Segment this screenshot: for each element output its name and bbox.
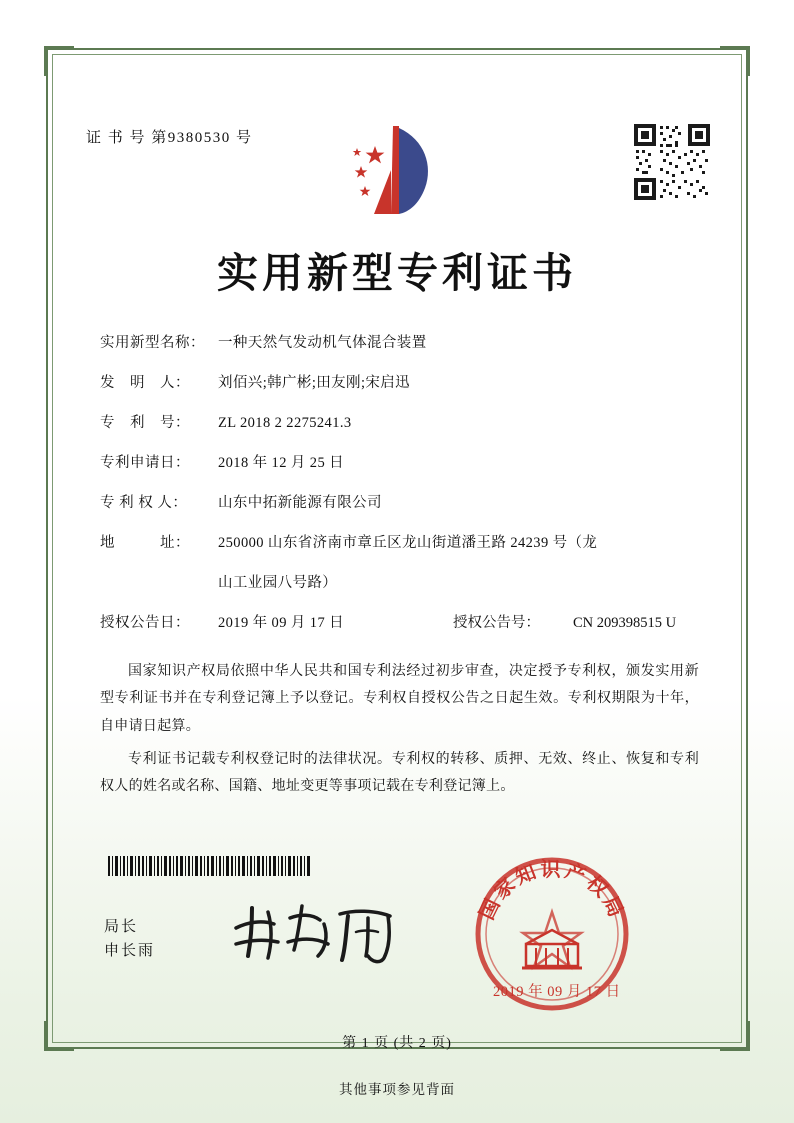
field-value: ZL 2018 2 2275241.3: [218, 415, 352, 432]
field-utility-model-name: [100, 330, 699, 358]
page-number: 第 1 页 (共 2 页): [342, 1036, 452, 1051]
field-value-grant-date: 2019 年 09 月 17 日: [218, 614, 345, 631]
barcode-icon: [108, 856, 313, 876]
corner-ornament-top-right: [720, 46, 750, 76]
handwritten-signature: [228, 898, 418, 968]
field-value: 250000 山东省济南市章丘区龙山街道潘王路 24239 号（龙: [218, 535, 598, 552]
legal-paragraph-2: 专利证书记载专利权登记时的法律状况。专利权的转移、质押、无效、终止、恢复和专利权人的姓名或名称、国籍、地址变更等事项记载在专利登记簿上。: [100, 751, 699, 795]
field-label: 实用新型名称：: [100, 335, 205, 351]
certificate-fields: [100, 330, 699, 650]
field-value: 山东中拓新能源有限公司: [218, 495, 382, 512]
legal-paragraph-1: 国家知识产权局依照中华人民共和国专利法经过初步审查，决定授予专利权，颁发实用新型专利证书并在专利登记簿上予以登记。专利权自授权公告之日起生效。专利权期限为十年，自申请日起算。: [100, 664, 699, 734]
director-name: 申长雨: [104, 943, 156, 959]
page-title: 实用新型专利证书: [217, 249, 577, 297]
field-label: 发 明 人：: [100, 375, 190, 392]
legal-body-text: [100, 658, 699, 806]
field-application-date: [100, 450, 699, 478]
field-value: 一种天然气发动机气体混合装置: [218, 335, 427, 351]
field-address-line2: 山工业园八号路）: [218, 575, 338, 592]
cnipa-logo-icon: [341, 118, 451, 223]
footer-note: 其他事项参见背面: [339, 1082, 455, 1097]
field-label: 专利申请日：: [100, 455, 190, 472]
field-patent-number: [100, 410, 699, 438]
corner-ornament-top-left: [44, 46, 74, 76]
seal-date: 2019 年 09 月 17 日: [493, 984, 621, 1000]
field-value-grant-number: CN 209398515 U: [573, 614, 677, 631]
svg-text:国家知识产权局: 国家知识产权局: [474, 857, 630, 924]
field-value: 刘佰兴;韩广彬;田友刚;宋启迅: [218, 375, 411, 392]
field-label-grant-number: 授权公告号：: [453, 614, 540, 631]
field-inventors: [100, 370, 699, 398]
field-label: 专 利 权 人：: [100, 495, 188, 512]
certificate-number: 证 书 号 第9380530 号: [86, 130, 253, 146]
field-address: [100, 530, 699, 558]
field-label-grant-date: 授权公告日：: [100, 614, 190, 631]
director-block: [104, 915, 155, 963]
director-label: 局长: [104, 919, 139, 935]
field-label: 地 址：: [100, 535, 190, 552]
field-grant-announcement: [100, 610, 699, 638]
field-value: 2018 年 12 月 25 日: [218, 455, 345, 472]
field-label: 专 利 号：: [100, 415, 190, 432]
qr-code-icon: [632, 122, 712, 202]
field-patentee: [100, 490, 699, 518]
